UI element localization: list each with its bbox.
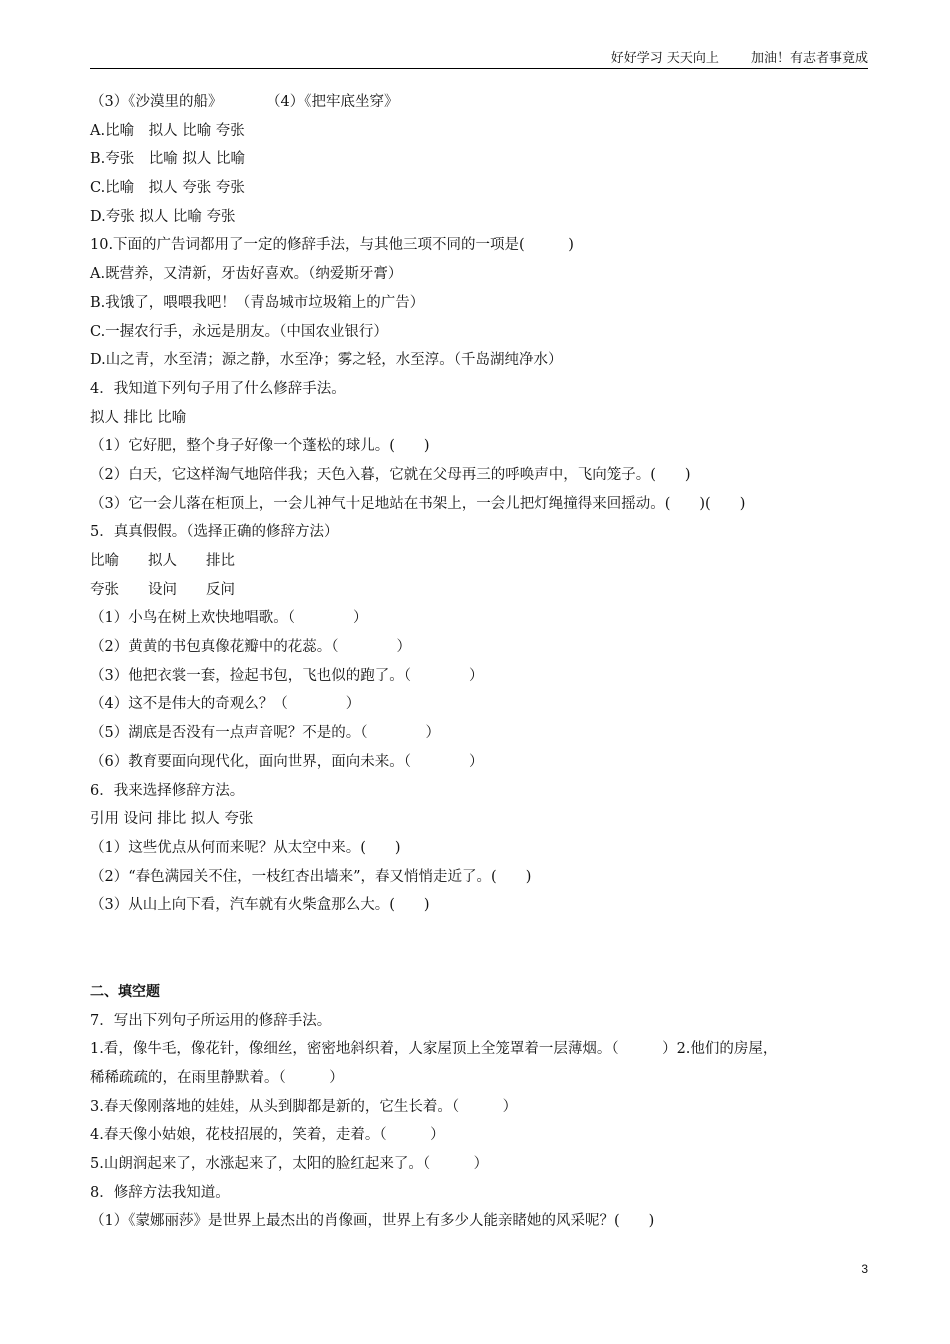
text-line: C.一握农行手，永远是朋友。（中国农业银行） <box>90 323 388 340</box>
text-line: （3）《沙漠里的船》 （4）《把牢底坐穿》 <box>90 94 399 110</box>
text-line: 夸张 设问 反问 <box>90 581 235 598</box>
text-line: （1）这些优点从何而来呢？从太空中来。( ) <box>90 839 401 856</box>
text-line: 5.山朗润起来了，水涨起来了，太阳的脸红起来了。（ ） <box>90 1156 489 1173</box>
text-line: （3）它一会儿落在柜顶上，一会儿神气十足地站在书架上，一会儿把灯绳撞得来回摇动。( )( ) <box>90 495 746 512</box>
text-line: 4.春天像小姑娘，花枝招展的，笑着，走着。（ ） <box>90 1127 445 1144</box>
text-line: 8．修辞方法我知道。 <box>90 1184 230 1201</box>
text-line: （1）它好肥，整个身子好像一个蓬松的球儿。( ) <box>90 438 430 455</box>
text-line: 比喻 拟人 排比 <box>90 553 235 569</box>
text-line: 7．写出下列句子所运用的修辞手法。 <box>90 1012 332 1029</box>
text-line: C.比喻 拟人 夸张 夸张 <box>90 180 245 197</box>
text-line: B.我饿了，喂喂我吧！（青岛城市垃圾箱上的广告） <box>90 294 425 311</box>
text-line: （1）《蒙娜丽莎》是世界上最杰出的肖像画，世界上有多少人能亲睹她的风采呢？( ) <box>90 1213 655 1230</box>
text-line: A.比喻 拟人 比喻 夸张 <box>90 122 245 139</box>
section-gap <box>90 920 880 978</box>
text-line: 4．我知道下列句子用了什么修辞手法。 <box>90 380 346 397</box>
question-block-a <box>90 88 880 920</box>
text-line: （3）从山上向下看，汽车就有火柴盒那么大。( ) <box>90 897 430 914</box>
text-line: A.既营养，又清新，牙齿好喜欢。（纳爱斯牙膏） <box>90 266 403 283</box>
text-line: （2）黄黄的书包真像花瓣中的花蕊。（ ） <box>90 639 411 656</box>
header-motto-right: 加油！有志者事竟成 <box>750 51 868 66</box>
text-line: （2）“春色满园关不住，一枝红杏出墙来”，春又悄悄走近了。( ) <box>90 868 532 885</box>
page-header <box>90 50 868 69</box>
text-line: 稀稀疏疏的，在雨里静默着。（ ） <box>90 1070 344 1086</box>
text-line: D.山之青，水至清；源之静，水至净；雾之轻，水至淳。（千岛湖纯净水） <box>90 352 563 369</box>
text-line: 5．真真假假。（选择正确的修辞方法） <box>90 524 339 541</box>
text-line: 10.下面的广告词都用了一定的修辞手法，与其他三项不同的一项是( ) <box>90 237 574 254</box>
text-line: 3.春天像刚落地的娃娃，从头到脚都是新的，它生长着。（ ） <box>90 1098 518 1115</box>
text-line: （3）他把衣裳一套，捡起书包，飞也似的跑了。（ ） <box>90 667 484 684</box>
text-line: （1）小鸟在树上欢快地唱歌。（ ） <box>90 610 368 627</box>
text-line: 引用 设问 排比 拟人 夸张 <box>90 811 254 828</box>
document-body <box>90 88 880 1236</box>
text-line: 拟人 排比 比喻 <box>90 409 187 426</box>
text-line: （5）湖底是否没有一点声音呢？不是的。（ ） <box>90 725 440 742</box>
text-line: B.夸张 比喻 拟人 比喻 <box>90 151 245 168</box>
section-heading: 二、填空题 <box>90 983 160 1000</box>
text-line: D.夸张 拟人 比喻 夸张 <box>90 208 236 225</box>
text-line: （2）白天，它这样淘气地陪伴我；天色入暮，它就在父母再三的呼唤声中，飞向笼子。( ) <box>90 466 691 483</box>
page-number: 3 <box>861 1262 868 1276</box>
question-block-b <box>90 1007 880 1237</box>
text-line: 6．我来选择修辞方法。 <box>90 782 245 799</box>
text-line: （6）教育要面向现代化，面向世界，面向未来。（ ） <box>90 753 484 770</box>
text-line: 1.看，像牛毛，像花针，像细丝，密密地斜织着，人家屋顶上全笼罩着一层薄烟。（ ）2.他们的房屋， <box>90 1041 778 1058</box>
text-line: （4）这不是伟大的奇观么？（ ） <box>90 696 361 713</box>
header-motto-left: 好好学习 天天向上 <box>610 51 719 66</box>
